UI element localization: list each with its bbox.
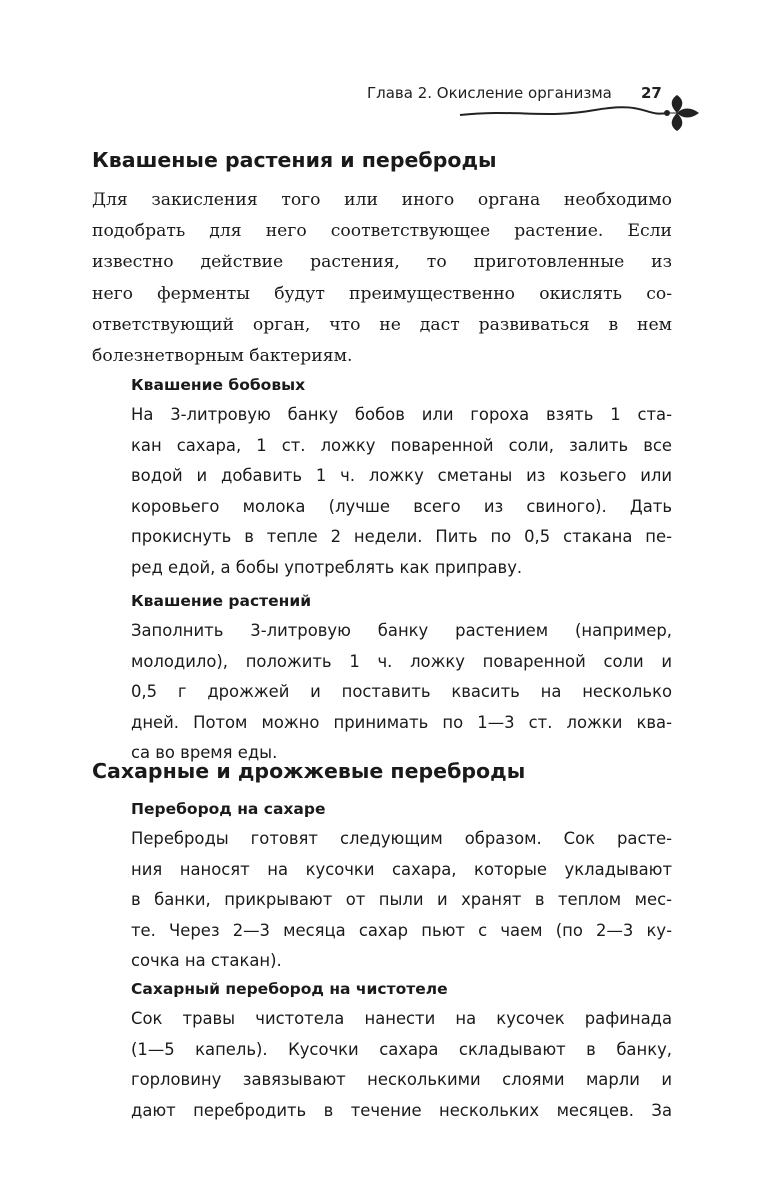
recipe-text xyxy=(131,400,672,583)
text-line: ответствующий орган, что не даст развиваться в нем xyxy=(92,314,672,335)
text-line: болезнетворным бактериям. xyxy=(92,345,353,366)
recipe-text xyxy=(131,616,672,769)
text-line: сочка на стакан). xyxy=(131,951,282,970)
text-line: 0,5 г дрожжей и поставить квасить на несколько xyxy=(131,682,672,701)
text-line: (1—5 капель). Кусочки сахара складывают в банку, xyxy=(131,1039,672,1059)
recipe-title: Квашение бобовых xyxy=(131,376,306,394)
text-line: известно действие растения, то приготовленные из xyxy=(92,252,672,273)
text-line: Переброды готовят следующим образом. Сок расте- xyxy=(131,829,672,848)
recipe-block xyxy=(131,370,672,583)
section-title: Сахарные и дрожжевые переброды xyxy=(92,759,526,783)
text-line: прокиснуть в тепле 2 недели. Пить по 0,5 стакана пе- xyxy=(131,527,672,546)
ornament-divider-icon xyxy=(455,95,705,145)
recipe-title: Сахарный перебород на чистотеле xyxy=(131,980,448,998)
text-line: дней. Потом можно принимать по 1—3 ст. ложки ква- xyxy=(131,712,672,732)
text-line: На 3-литровую банку бобов или гороха взять 1 ста- xyxy=(131,405,672,424)
text-line: Для закисления того или иного органа необходимо xyxy=(92,190,672,210)
intro-paragraph xyxy=(92,185,672,372)
recipe-title: Квашение растений xyxy=(131,592,312,610)
text-line: подобрать для него соответствующее растение. Если xyxy=(92,221,672,242)
recipe-block xyxy=(131,794,672,977)
section-title: Квашеные растения и переброды xyxy=(92,148,497,172)
text-line: Заполнить 3-литровую банку растением (например, xyxy=(131,621,672,640)
recipe-title: Перебород на сахаре xyxy=(131,800,326,818)
text-line: горловину завязывают несколькими слоями марли и xyxy=(131,1070,672,1089)
text-line: Сок травы чистотела нанести на кусочек рафинада xyxy=(131,1009,672,1028)
recipe-block xyxy=(131,974,672,1126)
recipe-text xyxy=(131,1004,672,1126)
recipe-block xyxy=(131,586,672,769)
text-line: ред едой, а бобы употреблять как приправу. xyxy=(131,557,523,577)
text-line: водой и добавить 1 ч. ложку сметаны из козьего или xyxy=(131,466,672,485)
text-line: дают перебродить в течение нескольких месяцев. За xyxy=(131,1100,672,1120)
text-line: те. Через 2—3 месяца сахар пьют с чаем (по 2—3 ку- xyxy=(131,920,672,940)
text-line: коровьего молока (лучше всего из свиного). Дать xyxy=(131,496,672,516)
recipe-text xyxy=(131,824,672,977)
chapter-title: Глава 2. Окисление организма xyxy=(367,84,612,102)
text-line: кан сахара, 1 ст. ложку поваренной соли, залить все xyxy=(131,435,672,455)
text-line: в банки, прикрывают от пыли и хранят в теплом мес- xyxy=(131,890,672,909)
text-line: молодило), положить 1 ч. ложку поваренной соли и xyxy=(131,651,672,671)
text-line: са во время еды. xyxy=(131,743,278,762)
text-line: него ферменты будут преимущественно окислять со- xyxy=(92,283,672,304)
page-number: 27 xyxy=(641,84,662,102)
text-line: ния наносят на кусочки сахара, которые укладывают xyxy=(131,859,672,879)
